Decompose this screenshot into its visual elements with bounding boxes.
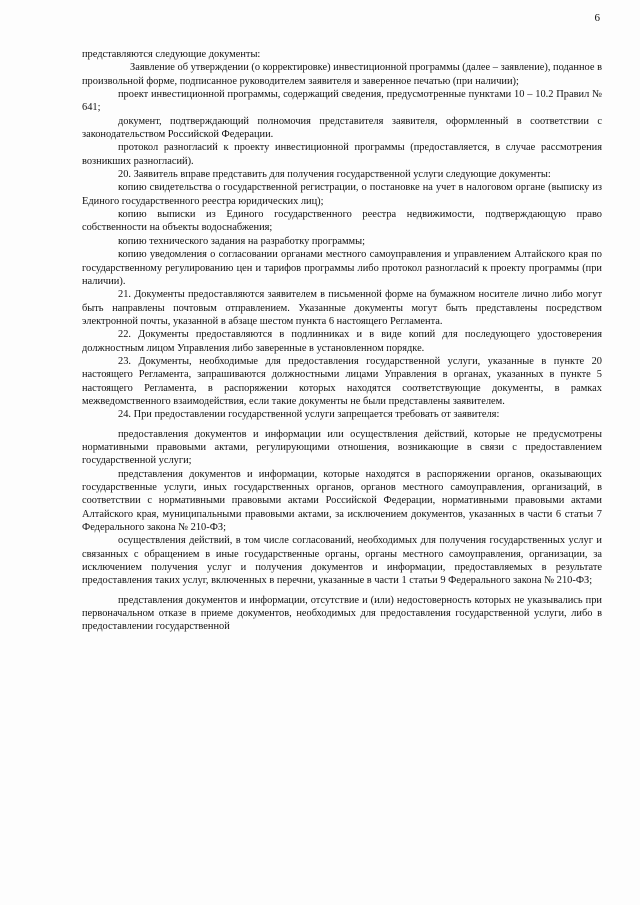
paragraph-item-24: 24. При предоставлении государственной услуги запрещается требовать от заявителя:	[118, 409, 500, 421]
paragraph-application: Заявление об утверждении (о корректировке) инвестиционной программы (далее – заявление), поданное в произвольной форме, подписанное руководителем заявителя и заверенное печатью (при наличии);	[82, 62, 602, 87]
paragraph-authority-document: документ, подтверждающий полномочия представителя заявителя, оформленный в соответствии с законодательством Российской Федерации.	[82, 115, 602, 141]
paragraph-item-21: 21. Документы предоставляются заявителем в письменной форме на бумажном носителе лично либо могут быть направлены почтовым отправлением. Указанные документы могут быть представлены посредством электронной почты, указанной в абзаце шестом пункта 6 настоящего Регламента.	[82, 289, 602, 327]
paragraph-technical-task: копию технического задания на разработку программы;	[118, 235, 365, 247]
paragraph-approval-notice: копию уведомления о согласовании органами местного самоуправления и управлением Алтайского края по государственному регулированию цен и тарифов программы либо протокол разногласий к проекту программы (при наличии).	[82, 249, 602, 287]
paragraph-prohibition-3: осуществления действий, в том числе согласований, необходимых для получения государственных услуг и связанных с обращением в иные государственные органы, органы местного самоуправления, организации, за исключением получения услуг и получения документов и информации, предоставляемых в результате предоставления таких услуг, включенных в перечни, указанные в части 1 статьи 9 Федерального закона № 210-ФЗ;	[82, 535, 602, 587]
paragraph-registration-copy: копию свидетельства о государственной регистрации, о постановке на учет в налоговом органе (выписку из Единого государственного реестра юридических лиц);	[82, 182, 602, 207]
document-body	[82, 48, 602, 634]
paragraph-prohibition-2: представления документов и информации, которые находятся в распоряжении органов, оказывающих государственные услуги, иных государственных органов, органов местного самоуправления, организаций, в соответствии с нормативными правовыми актами Российской Федерации, нормативными правовыми актами Алтайского края, муниципальными правовыми актами, за исключением документов, указанных в части 6 статьи 7 Федерального закона № 210-ФЗ;	[82, 468, 602, 534]
page-number: 6	[594, 12, 600, 24]
paragraph-item-22: 22. Документы предоставляются в подлинниках и в виде копий для последующего удостоверения должностным лицом Управления либо заверенные в установленном порядке.	[82, 329, 602, 354]
paragraph-item-23: 23. Документы, необходимые для предоставления государственной услуги, указанные в пункте 20 настоящего Регламента, запрашиваются должностными лицами Управления в органах, указанных в пункте 5 настоящего Регламента, в распоряжении которых находятся соответствующие документы, в рамках межведомственного взаимодействия, если такие документы не были представлены заявителем.	[82, 355, 602, 407]
paragraph-real-estate-extract: копию выписки из Единого государственного реестра недвижимости, подтверждающую право собственности на объекты водоснабжения;	[82, 209, 602, 234]
paragraph-prohibition-1: предоставления документов и информации или осуществления действий, которые не предусмотрены нормативными правовыми актами, регулирующими отношения, возникающие в связи с предоставлением государственной услуги;	[82, 428, 602, 467]
paragraph-disagreement-protocol: протокол разногласий к проекту инвестиционной программы (предоставляется, в случае рассмотрения возникших разногласий).	[82, 142, 602, 167]
paragraph-intro: представляются следующие документы:	[82, 49, 261, 60]
paragraph-item-20: 20. Заявитель вправе представить для получения государственной услуги следующие документы:	[118, 169, 551, 181]
paragraph-project: проект инвестиционной программы, содержащий сведения, предусмотренные пунктами 10 – 10.2 Правил № 641;	[82, 89, 602, 114]
paragraph-prohibition-4: представления документов и информации, отсутствие и (или) недостоверность которых не указывались при первоначальном отказе в приеме документов, необходимых для предоставления государственной услуги, либо в предоставлении государственной	[82, 594, 602, 633]
